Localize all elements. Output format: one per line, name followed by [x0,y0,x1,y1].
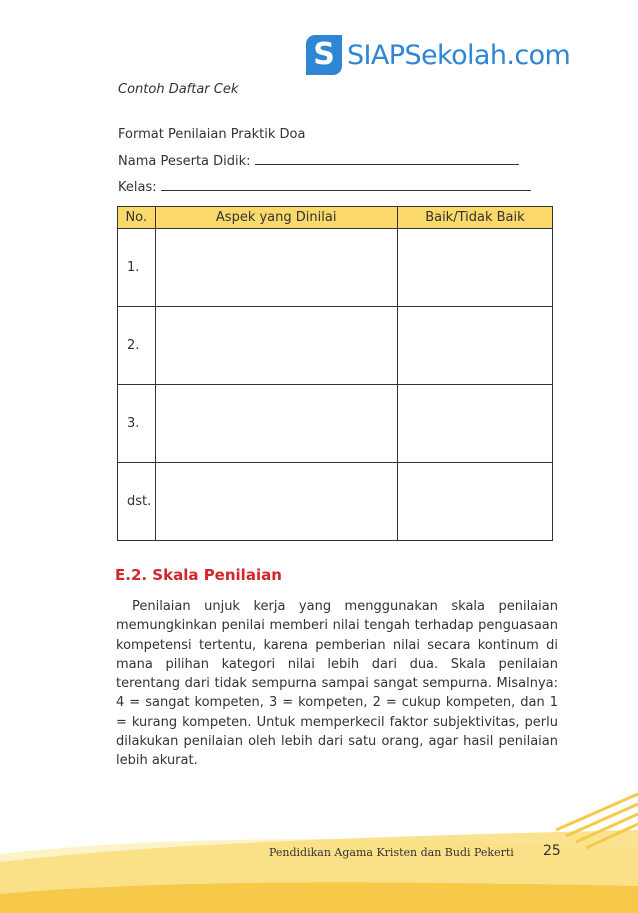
class-label: Kelas: [118,180,157,195]
header-no: No. [118,207,156,229]
class-blank [161,179,531,191]
table-row [118,385,553,463]
section-paragraph: Penilaian unjuk kerja yang menggunakan skala penilaian memungkinkan penilai memberi nilai tengah terhadap penguasaan kompetensi tertentu, karena pemberian nilai secara kontinum di mana pilihan kategori nilai lebih dari dua. Skala penilaian terentang dari tidak sempurna sampai sangat sempurna. Misalnya: 4 = sangat kompeten, 3 = kompeten, 2 = cukup kompeten, dan 1 = kurang kompeten. Untuk memperkecil faktor subjektivitas, perlu dilakukan penilaian oleh lebih dari satu orang, agar hasil penilaian lebih akurat. [116,599,558,769]
student-name-label: Nama Peserta Didik: [118,154,251,169]
section-heading: E.2. Skala Penilaian [115,566,282,584]
table-row [118,229,553,307]
table-row [118,307,553,385]
page-number: 25 [543,843,561,859]
checklist-table [117,206,553,541]
rating-cell [397,385,552,463]
rating-cell [397,307,552,385]
row-number: 2. [118,307,156,385]
site-logo [306,34,570,76]
aspect-cell [155,229,397,307]
student-name-line [118,153,519,169]
header-aspect: Aspek yang Dinilai [155,207,397,229]
header-rating: Baik/Tidak Baik [397,207,552,229]
aspect-cell [155,463,397,541]
form-title: Format Penilaian Praktik Doa [118,127,306,142]
aspect-cell [155,385,397,463]
logo-text: SIAPSekolah.com [347,39,571,71]
student-name-blank [255,153,519,165]
table-row [118,463,553,541]
row-number: 1. [118,229,156,307]
row-number: dst. [118,463,156,541]
table-header-row [118,207,553,229]
row-number: 3. [118,385,156,463]
logo-badge: S [306,35,342,75]
example-caption: Contoh Daftar Cek [118,82,239,97]
rating-cell [397,463,552,541]
book-title: Pendidikan Agama Kristen dan Budi Pekerti [269,846,514,859]
aspect-cell [155,307,397,385]
class-line [118,179,531,195]
rating-cell [397,229,552,307]
